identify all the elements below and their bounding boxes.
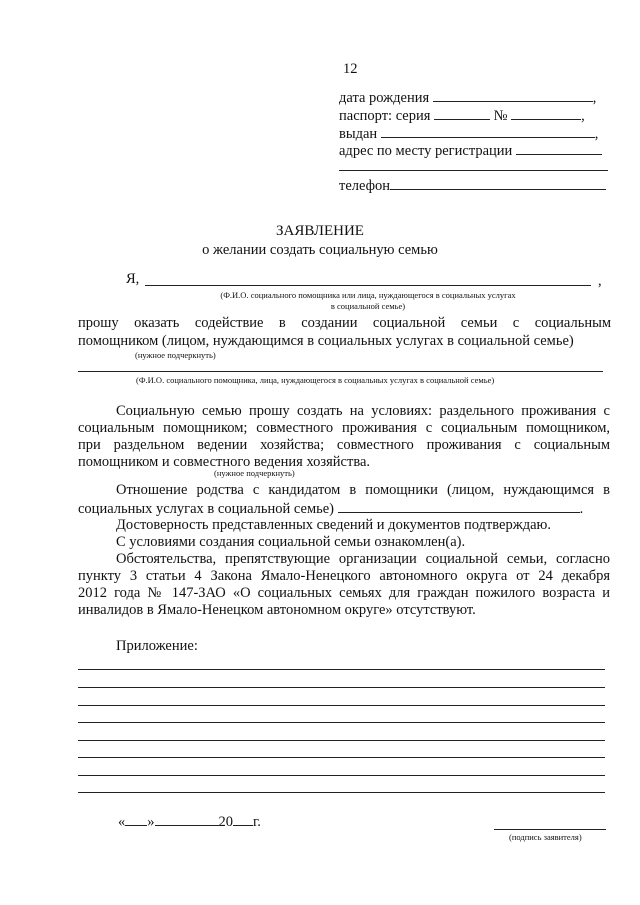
attachment-line-3[interactable]: [78, 705, 605, 706]
relation-period: .: [579, 501, 584, 517]
attachment-line-1[interactable]: [78, 669, 605, 670]
phone-row: [339, 176, 606, 195]
conditions-line-1: Социальную семью прошу создать на условиях: раздельного проживания с: [116, 403, 610, 419]
address-label: адрес по месту регистрации: [339, 143, 513, 159]
relation-field[interactable]: [338, 499, 580, 513]
address-row: [339, 141, 602, 160]
hint-fio-1a: (Ф.И.О. социального помощника или лица, нуждающегося в социальных услугах: [220, 290, 516, 300]
i-comma: ,: [598, 273, 602, 289]
circumstances-line-2: пункту 3 статьи 4 Закона Ямало-Ненецкого автономного округа от 24 декабря: [78, 568, 610, 584]
attachment-line-6[interactable]: [78, 757, 605, 758]
passport-label: паспорт: серия: [339, 108, 431, 124]
request-line-1: прошу оказать содействие в создании социальной семьи с социальным: [78, 315, 611, 331]
acquainted-text: С условиями создания социальной семьи ознакомлен(а).: [116, 534, 466, 550]
date-month-field[interactable]: [155, 812, 219, 826]
birth-date-comma: ,: [592, 90, 597, 106]
attachment-line-4[interactable]: [78, 722, 605, 723]
birth-date-row: [339, 88, 596, 107]
date-day-field[interactable]: [125, 812, 147, 826]
hint-fio-1b: в социальной семье): [330, 301, 406, 311]
hint-fio-2: (Ф.И.О. социального помощника, лица, нуждающегося в социальных услугах в социальной семье): [136, 375, 495, 385]
date-year-field[interactable]: [233, 812, 253, 826]
circumstances-line-1: Обстоятельства, препятствующие организации социальной семьи, согласно: [116, 551, 610, 567]
date-year-suffix: г.: [253, 814, 261, 830]
confirm-text: Достоверность представленных сведений и документов подтверждаю.: [116, 517, 551, 533]
passport-comma: ,: [581, 108, 585, 124]
signature-field[interactable]: [494, 829, 606, 830]
passport-series-field[interactable]: [434, 106, 490, 120]
passport-number-label: №: [493, 108, 508, 124]
hint-underline-2: (нужное подчеркнуть): [214, 468, 295, 478]
page-number: 12: [343, 61, 358, 77]
i-label: Я,: [126, 271, 140, 287]
signature-hint: (подпись заявителя): [509, 832, 582, 842]
attachment-label: Приложение:: [116, 638, 198, 654]
conditions-line-4: помощником и совместного ведения хозяйства.: [78, 454, 371, 470]
passport-row: [339, 106, 585, 125]
passport-number-field[interactable]: [511, 106, 581, 120]
date-year-prefix: 20: [218, 814, 233, 830]
birth-date-label: дата рождения: [339, 90, 430, 106]
document-subtitle: о желании создать социальную семью: [202, 242, 438, 258]
relation-line-1: Отношение родства с кандидатом в помощники (лицом, нуждающимся в: [116, 482, 610, 498]
request-line-2: помощником (лицом, нуждающимся в социальных услугах в социальной семье): [78, 333, 574, 349]
issued-label: выдан: [339, 126, 378, 142]
hint-underline-1: (нужное подчеркнуть): [135, 350, 216, 360]
attachment-line-2[interactable]: [78, 687, 605, 688]
birth-date-field[interactable]: [433, 88, 593, 102]
attachment-line-8[interactable]: [78, 792, 605, 793]
relation-line-2: социальных услугах в социальной семье): [78, 501, 335, 517]
date-close-quote: »: [147, 814, 155, 830]
issued-field[interactable]: [381, 124, 595, 138]
circumstances-line-4: инвалидов в Ямало-Ненецком автономном округе» отсутствуют.: [78, 602, 476, 618]
fio-field-1[interactable]: [145, 285, 591, 286]
document-title: ЗАЯВЛЕНИЕ: [276, 223, 364, 239]
phone-field[interactable]: [390, 176, 606, 190]
conditions-line-3: при раздельном ведении хозяйства; совместного проживания с социальным: [78, 437, 610, 453]
conditions-line-2: социальным помощником; совместного проживания с социальным помощником,: [78, 420, 610, 436]
attachment-line-7[interactable]: [78, 775, 605, 776]
phone-label: телефон: [339, 178, 391, 194]
issued-comma: ,: [594, 126, 599, 142]
fio-field-2[interactable]: [78, 371, 603, 372]
relation-row-2: [78, 499, 583, 518]
address-field-line-2[interactable]: [339, 170, 608, 171]
address-field[interactable]: [516, 141, 602, 155]
date-row: [118, 812, 261, 831]
date-open-quote: «: [118, 814, 126, 830]
circumstances-line-3: 2012 года № 147-ЗАО «О социальных семьях для граждан пожилого возраста и: [78, 585, 610, 601]
attachment-line-5[interactable]: [78, 740, 605, 741]
